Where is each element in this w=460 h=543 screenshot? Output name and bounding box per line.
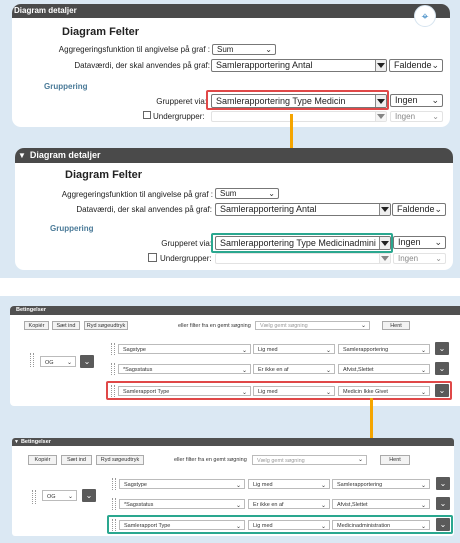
- value-select[interactable]: Afvist,Slettet ⌄: [332, 499, 430, 509]
- data-value-select[interactable]: Samlerapportering Antal: [211, 59, 387, 72]
- chevron-down-icon: ⌄: [431, 60, 439, 70]
- value-select[interactable]: Afvist,Slettet ⌄: [338, 364, 430, 374]
- aggregation-select[interactable]: Sum ⌄: [212, 44, 276, 55]
- copy-button[interactable]: Kopiér: [28, 455, 57, 465]
- chevron-down-icon: ⌄: [420, 503, 426, 509]
- operator-expand-button[interactable]: ⌄: [82, 489, 96, 502]
- comparator-select[interactable]: Lig med ⌄: [248, 479, 330, 489]
- field-select[interactable]: Samlerapport Type ⌄: [119, 520, 245, 530]
- row-expand-button[interactable]: ⌄: [435, 362, 449, 375]
- comparator-select[interactable]: Er ikke en af ⌄: [253, 364, 335, 374]
- panel-header: [12, 4, 450, 18]
- filter-panel-before: [10, 306, 460, 406]
- filter-panel-after: [12, 438, 454, 536]
- row-expand-button[interactable]: ⌄: [436, 497, 450, 510]
- dropdown-button[interactable]: [375, 60, 386, 71]
- chevron-down-icon: ⌄: [360, 323, 366, 329]
- caret-down-icon: [377, 114, 385, 119]
- collapse-triangle-icon[interactable]: ▼: [18, 151, 26, 160]
- chevron-down-icon: ⌄: [268, 189, 275, 198]
- drag-handle[interactable]: [111, 343, 115, 355]
- data-value-label: Dataværdi, der skal anvendes på graf:: [76, 205, 212, 214]
- value-select[interactable]: Medicinadministration ⌄: [332, 520, 430, 530]
- drag-handle[interactable]: [112, 478, 116, 490]
- panel-header: [15, 148, 453, 163]
- subgroup-label: Undergrupper:: [153, 112, 205, 121]
- saved-search-text: eller filter fra en gemt søgning: [178, 323, 251, 329]
- chevron-down-icon: ⌄: [241, 368, 247, 374]
- subgroup-select[interactable]: [215, 253, 391, 264]
- chevron-down-icon: ⌄: [320, 503, 326, 509]
- row-expand-button[interactable]: ⌄: [436, 518, 450, 531]
- operator-expand-button[interactable]: ⌄: [80, 355, 94, 368]
- dropdown-button[interactable]: [379, 204, 390, 215]
- get-button[interactable]: Hent: [380, 455, 410, 465]
- subgroup-checkbox[interactable]: [143, 111, 151, 119]
- saved-search-text: eller filter fra en gemt søgning: [174, 457, 247, 463]
- grouped-by-label: Grupperet via:: [156, 97, 207, 106]
- subgroup-checkbox[interactable]: [148, 253, 157, 262]
- subgroup-select[interactable]: [211, 111, 387, 122]
- highlight-box-red: [106, 381, 452, 400]
- chevron-down-icon: ⌄: [420, 524, 426, 530]
- clear-expression-button[interactable]: Ryd søgeudtryk: [84, 321, 128, 330]
- chevron-down-icon: ⌄: [66, 360, 72, 366]
- grouped-by-select[interactable]: Samlerapportering Type Medicin: [211, 94, 387, 108]
- subgroup-label: Undergrupper:: [160, 254, 212, 263]
- row-expand-button[interactable]: ⌄: [435, 384, 449, 397]
- row-expand-button[interactable]: ⌄: [436, 477, 450, 490]
- grouped-secondary-select[interactable]: Ingen ⌄: [390, 94, 443, 107]
- grouping-section-label: Gruppering: [50, 224, 94, 233]
- dropdown-button[interactable]: [379, 254, 390, 263]
- operator-select[interactable]: OG ⌄: [42, 490, 77, 501]
- chevron-down-icon: ⌄: [241, 390, 247, 396]
- aggregation-select[interactable]: Sum ⌄: [215, 188, 279, 199]
- drag-handle[interactable]: [30, 353, 34, 367]
- get-button[interactable]: Hent: [382, 321, 410, 330]
- comparator-select[interactable]: Lig med ⌄: [253, 344, 335, 354]
- chevron-down-icon: ⌄: [325, 390, 331, 396]
- aggregation-label: Aggregeringsfunktion til angivelse på graf :: [58, 45, 210, 54]
- caret-down-icon: [381, 256, 389, 261]
- dropdown-button[interactable]: [375, 112, 386, 121]
- filter-header: [12, 438, 454, 446]
- chevron-down-icon: ⌄: [67, 494, 73, 500]
- caret-down-icon: [377, 63, 385, 68]
- grouped-by-select[interactable]: Samlerapportering Type Medicinadmini: [215, 236, 391, 250]
- collapse-triangle-icon[interactable]: ▼: [14, 439, 19, 445]
- chevron-down-icon: ⌄: [420, 368, 426, 374]
- drag-handle[interactable]: [32, 490, 36, 504]
- field-select[interactable]: *Sagsstatus ⌄: [119, 499, 245, 509]
- data-value-select[interactable]: Samlerapportering Antal: [215, 203, 391, 216]
- chevron-down-icon: ⌄: [235, 483, 241, 489]
- aggregation-label: Aggregeringsfunktion til angivelse på graf :: [61, 190, 213, 199]
- field-select[interactable]: *Sagsstatus ⌄: [118, 364, 251, 374]
- chevron-down-icon: ⌄: [320, 483, 326, 489]
- chevron-down-icon: ⌄: [431, 95, 439, 105]
- chevron-down-icon: ⌄: [420, 348, 426, 354]
- diagram-panel-after: [15, 148, 453, 270]
- chevron-down-icon: ⌄: [420, 483, 426, 489]
- chevron-down-icon: ⌄: [435, 254, 442, 263]
- saved-search-select[interactable]: Vælg gemt søgning ⌄: [255, 321, 370, 330]
- highlight-box-red: [206, 90, 389, 110]
- highlight-box-green: [211, 233, 393, 253]
- clear-expression-button[interactable]: Ryd søgeudtryk: [96, 455, 144, 465]
- value-select[interactable]: Samlerapportering ⌄: [338, 344, 430, 354]
- chevron-down-icon: ⌄: [265, 45, 272, 54]
- chevron-down-icon: ⌄: [434, 204, 442, 214]
- sort-select[interactable]: Faldende ⌄: [389, 59, 443, 72]
- subgroup-secondary-select[interactable]: Ingen ⌄: [390, 111, 443, 122]
- diagram-fields-title: Diagram Felter: [65, 169, 143, 181]
- grouping-section-label: Gruppering: [44, 82, 88, 91]
- value-select[interactable]: Medicin Ikke Givet ⌄: [338, 386, 430, 396]
- insert-button[interactable]: Sæt ind: [52, 321, 80, 330]
- subgroup-secondary-select[interactable]: Ingen ⌄: [393, 253, 446, 264]
- chevron-down-icon: ⌄: [235, 503, 241, 509]
- operator-select[interactable]: OG ⌄: [40, 356, 76, 367]
- insert-button[interactable]: Sæt ind: [61, 455, 92, 465]
- chevron-down-icon: ⌄: [420, 390, 426, 396]
- comparator-select[interactable]: Lig med ⌄: [248, 520, 330, 530]
- data-value-label: Dataværdi, der skal anvendes på graf:: [74, 61, 210, 70]
- field-select[interactable]: Sagstype ⌄: [119, 479, 245, 489]
- chevron-down-icon: ⌄: [432, 112, 439, 121]
- value-select[interactable]: Samlerapportering ⌄: [332, 479, 430, 489]
- chevron-down-icon: ⌄: [325, 368, 331, 374]
- filter-header-title: Betingelser: [20, 439, 51, 445]
- chevron-down-icon: ⌄: [434, 237, 442, 247]
- scan-icon[interactable]: ⌖: [414, 5, 436, 27]
- field-select[interactable]: Sagstype ⌄: [118, 344, 251, 354]
- chevron-down-icon: ⌄: [357, 457, 363, 463]
- comparator-select[interactable]: Lig med ⌄: [253, 386, 335, 396]
- panel-header-title: Diagram detaljer: [14, 6, 77, 15]
- panel-header-title: Diagram detaljer: [29, 150, 101, 160]
- drag-handle[interactable]: [112, 498, 116, 510]
- diagram-fields-title: Diagram Felter: [62, 26, 140, 38]
- filter-header: [10, 306, 460, 315]
- saved-search-select[interactable]: Vælg gemt søgning ⌄: [252, 455, 367, 465]
- row-expand-button[interactable]: ⌄: [435, 342, 449, 355]
- chevron-down-icon: ⌄: [320, 524, 326, 530]
- sort-select[interactable]: Faldende ⌄: [392, 203, 446, 216]
- comparator-select[interactable]: Er ikke en af ⌄: [248, 499, 330, 509]
- chevron-down-icon: ⌄: [241, 348, 247, 354]
- filter-header-title: Betingelser: [16, 307, 46, 313]
- copy-button[interactable]: Kopiér: [24, 321, 49, 330]
- caret-down-icon: [381, 207, 389, 212]
- highlight-box-green: [107, 515, 453, 534]
- chevron-down-icon: ⌄: [325, 348, 331, 354]
- diagram-panel-before: [12, 4, 450, 127]
- grouped-by-label: Grupperet via:: [161, 239, 212, 248]
- chevron-down-icon: ⌄: [235, 524, 241, 530]
- grouped-secondary-select[interactable]: Ingen ⌄: [393, 236, 446, 249]
- drag-handle[interactable]: [111, 363, 115, 375]
- field-select[interactable]: Samlerapport Type ⌄: [118, 386, 251, 396]
